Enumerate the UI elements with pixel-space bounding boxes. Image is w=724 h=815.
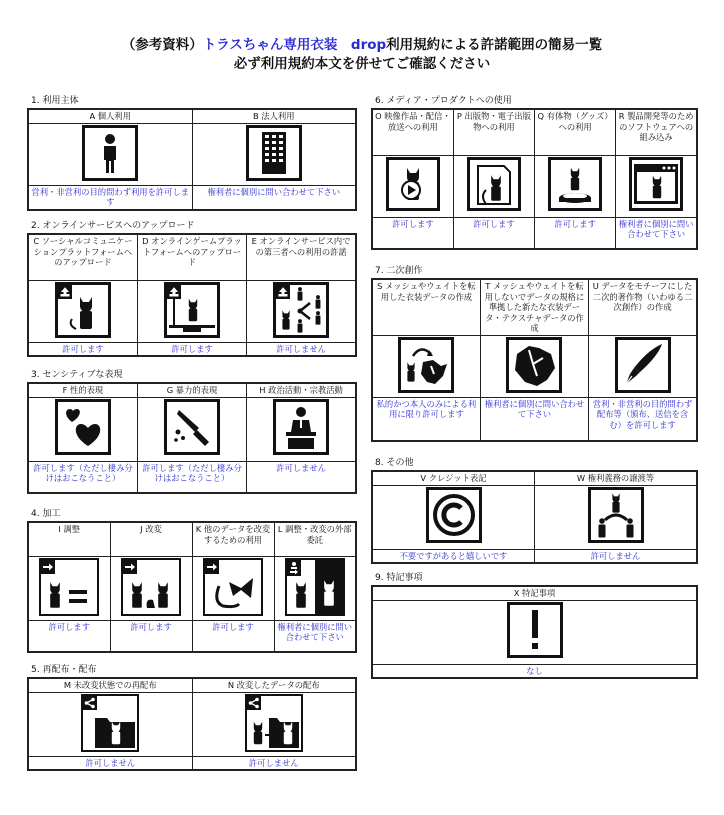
pen-nib-icon xyxy=(615,337,671,393)
section-sensitive-expression xyxy=(27,369,357,494)
result-text: 許可しません xyxy=(535,549,698,563)
item-label: U データをモチーフにした二次的著作物（いわゆる二次創作）の作成 xyxy=(589,279,697,335)
item-label: K 他のデータを改変するための利用 xyxy=(192,522,274,556)
item-label: V クレジット表記 xyxy=(372,471,535,485)
license-table xyxy=(371,585,698,679)
section-media-products xyxy=(371,95,698,250)
result-text: 許可します xyxy=(110,620,192,652)
section-title: 9. 特記事項 xyxy=(375,573,423,583)
license-table xyxy=(27,521,357,653)
transfer-rights-icon xyxy=(588,487,644,543)
result-text: 許可します xyxy=(372,217,453,249)
item-label: O 映像作品・配信・放送への利用 xyxy=(372,109,453,155)
result-text: 許可します xyxy=(28,620,110,652)
license-table xyxy=(27,382,357,494)
result-text: 営利・非営利の目的問わず配布等（頒布、送信を含む）を許可します xyxy=(589,397,697,441)
result-text: 権利者に個別に問い合わせて下さい xyxy=(274,620,356,652)
item-label: H 政治活動・宗教活動 xyxy=(247,383,356,397)
exclamation-icon xyxy=(507,602,563,658)
item-label: T メッシュやウェイトを転用しないでデータの規格に準拠した新たな衣装データ・テクスチャデータの作成 xyxy=(480,279,588,335)
document-title xyxy=(0,36,724,74)
result-text: なし xyxy=(372,664,697,678)
result-text: 許可します xyxy=(453,217,534,249)
section-redistribution xyxy=(27,664,357,771)
distribute-modified-icon xyxy=(245,694,303,752)
section-title: 3. センシティブな表現 xyxy=(31,370,123,380)
result-text: 許可します xyxy=(535,217,616,249)
section-title: 7. 二次創作 xyxy=(375,266,423,276)
section-title: 4. 加工 xyxy=(31,509,61,519)
item-label: M 未改変状態での再配布 xyxy=(28,678,192,692)
item-label: G 暴力的表現 xyxy=(137,383,246,397)
result-text: 許可しません xyxy=(28,756,192,770)
item-label: P 出版物・電子出版物への利用 xyxy=(453,109,534,155)
item-label: C ソーシャルコミュニケーションプラットフォームへのアップロード xyxy=(28,234,137,280)
product-name: トラスちゃん専用衣装 drop xyxy=(202,37,387,53)
reuse-parts-icon xyxy=(203,558,263,616)
section-title: 1. 利用主体 xyxy=(31,96,79,106)
modify-icon xyxy=(121,558,181,616)
redistribute-icon xyxy=(81,694,139,752)
item-label: E オンラインサービス内での第三者への利用の許諾 xyxy=(247,234,356,280)
item-label: Q 有体物（グッズ）への利用 xyxy=(535,109,616,155)
mesh-transfer-icon xyxy=(398,337,454,393)
item-label: J 改変 xyxy=(110,522,192,556)
item-label: F 性的表現 xyxy=(28,383,137,397)
result-text: 権利者に個別に問い合わせて下さい xyxy=(480,397,588,441)
license-table xyxy=(27,108,357,211)
item-label: S メッシュやウェイトを転用した衣装データの作成 xyxy=(372,279,480,335)
section-special-notes xyxy=(371,572,698,679)
section-title: 8. その他 xyxy=(375,458,414,468)
license-table xyxy=(27,233,357,357)
result-text: 許可しません xyxy=(247,342,356,356)
section-derivative-works xyxy=(371,265,698,442)
section-processing xyxy=(27,508,357,653)
result-text: 許可します xyxy=(28,342,137,356)
section-title: 6. メディア・プロダクトへの使用 xyxy=(375,96,512,106)
result-text: 営利・非営利の目的問わず利用を許可します xyxy=(28,185,192,210)
license-table xyxy=(27,677,357,771)
section-title: 2. オンラインサービスへのアップロード xyxy=(31,221,195,231)
person-icon xyxy=(82,125,138,181)
result-text: 許可しません xyxy=(192,756,356,770)
item-label: L 調整・改変の外部委託 xyxy=(274,522,356,556)
license-table xyxy=(371,278,698,442)
item-label: B 法人利用 xyxy=(192,109,356,123)
section-title: 5. 再配布・配布 xyxy=(31,665,97,675)
video-icon xyxy=(386,157,440,211)
result-text: 権利者に個別に問い合わせて下さい xyxy=(192,185,356,210)
knife-icon xyxy=(164,399,220,455)
result-text: 私的かつ本人のみによる利用に限り許可します xyxy=(372,397,480,441)
item-label: I 調整 xyxy=(28,522,110,556)
result-text: 不要ですがあると嬉しいです xyxy=(372,549,535,563)
share-third-party-icon xyxy=(273,282,329,338)
result-text: 許可します（ただし棲み分けはおこなうこと） xyxy=(137,461,246,493)
item-label: D オンラインゲームプラットフォームへのアップロード xyxy=(137,234,246,280)
result-text: 許可しません xyxy=(247,461,356,493)
item-label: X 特記事項 xyxy=(372,586,697,600)
podium-icon xyxy=(273,399,329,455)
license-table xyxy=(371,108,698,250)
hearts-icon xyxy=(55,399,111,455)
item-label: R 製品開発等のためのソフトウェアへの組み込み xyxy=(616,109,697,155)
figure-goods-icon xyxy=(548,157,602,211)
software-window-icon xyxy=(629,157,683,211)
title-line-1: （参考資料）トラスちゃん専用衣装 drop利用規約による許諾範囲の簡易一覧 xyxy=(121,37,603,53)
result-text: 許可します（ただし棲み分けはおこなうこと） xyxy=(28,461,137,493)
adjust-icon xyxy=(39,558,99,616)
title-line-2: 必ず利用規約本文を併せてご確認ください xyxy=(233,56,491,72)
item-label: W 権利義務の譲渡等 xyxy=(535,471,698,485)
item-label: N 改変したデータの配布 xyxy=(192,678,356,692)
copyright-icon xyxy=(426,487,482,543)
item-label: A 個人利用 xyxy=(28,109,192,123)
result-text: 権利者に個別に問い合わせて下さい xyxy=(616,217,697,249)
outsource-icon xyxy=(285,558,345,616)
result-text: 許可します xyxy=(192,620,274,652)
outfit-icon xyxy=(506,337,562,393)
publication-icon xyxy=(467,157,521,211)
result-text: 許可します xyxy=(137,342,246,356)
upload-social-icon xyxy=(55,282,111,338)
section-online-upload xyxy=(27,220,357,357)
license-table xyxy=(371,470,698,564)
upload-game-icon xyxy=(164,282,220,338)
section-other xyxy=(371,457,698,564)
building-icon xyxy=(246,125,302,181)
section-usage-subject xyxy=(27,95,357,211)
